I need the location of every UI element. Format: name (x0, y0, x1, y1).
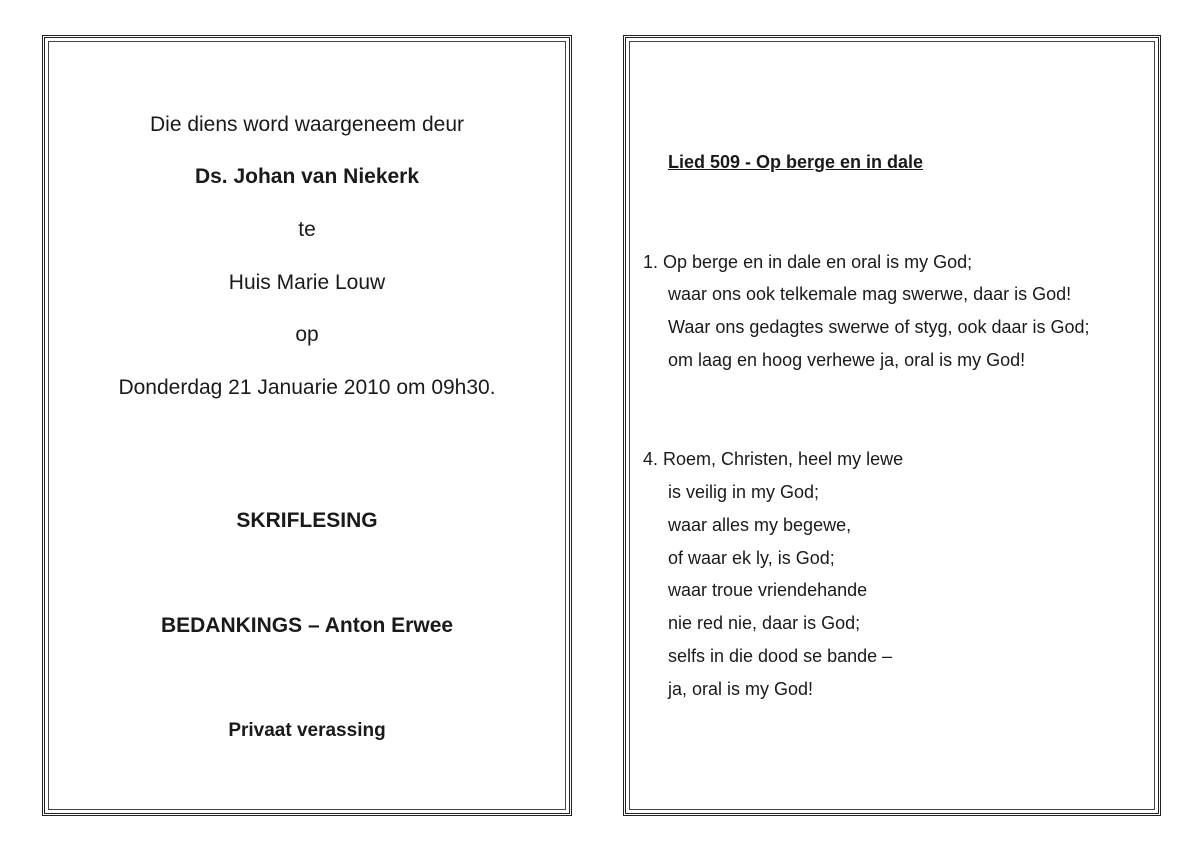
connector-te: te (298, 218, 316, 241)
verse-4-line-5: waar troue vriendehande (668, 580, 868, 600)
verse-4-line-4: of waar ek ly, is God; (668, 548, 835, 568)
verse-4-line-8: ja, oral is my God! (668, 679, 814, 699)
minister-name: Ds. Johan van Niekerk (194, 165, 420, 188)
venue: Huis Marie Louw (228, 271, 386, 294)
thanks-heading: BEDANKINGS – Anton Erwee (160, 614, 454, 637)
song-title: Lied 509 - Op berge en in dale (668, 152, 924, 172)
verse-1-line-1: 1. Op berge en in dale en oral is my God; (643, 252, 973, 272)
verse-4-line-7: selfs in die dood se bande – (668, 646, 893, 666)
verse-4-line-2: is veilig in my God; (668, 482, 820, 502)
verse-1-line-4: om laag en hoog verhewe ja, oral is my God! (668, 350, 1026, 370)
cremation-note: Privaat verassing (228, 720, 386, 741)
verse-4-line-1: 4. Roem, Christen, heel my lewe (643, 449, 904, 469)
verse-1-line-3: Waar ons gedagtes swerwe of styg, ook daar is God; (668, 317, 1090, 337)
connector-op: op (295, 323, 319, 346)
verse-4-line-3: waar alles my begewe, (668, 515, 852, 535)
service-date-time: Donderdag 21 Januarie 2010 om 09h30. (118, 376, 496, 399)
right-page (623, 35, 1161, 816)
verse-4-line-6: nie red nie, daar is God; (668, 613, 861, 633)
scripture-heading: SKRIFLESING (236, 509, 378, 532)
verse-1-line-2: waar ons ook telkemale mag swerwe, daar is God! (668, 284, 1072, 304)
service-intro: Die diens word waargeneem deur (149, 113, 464, 136)
left-page (42, 35, 572, 816)
